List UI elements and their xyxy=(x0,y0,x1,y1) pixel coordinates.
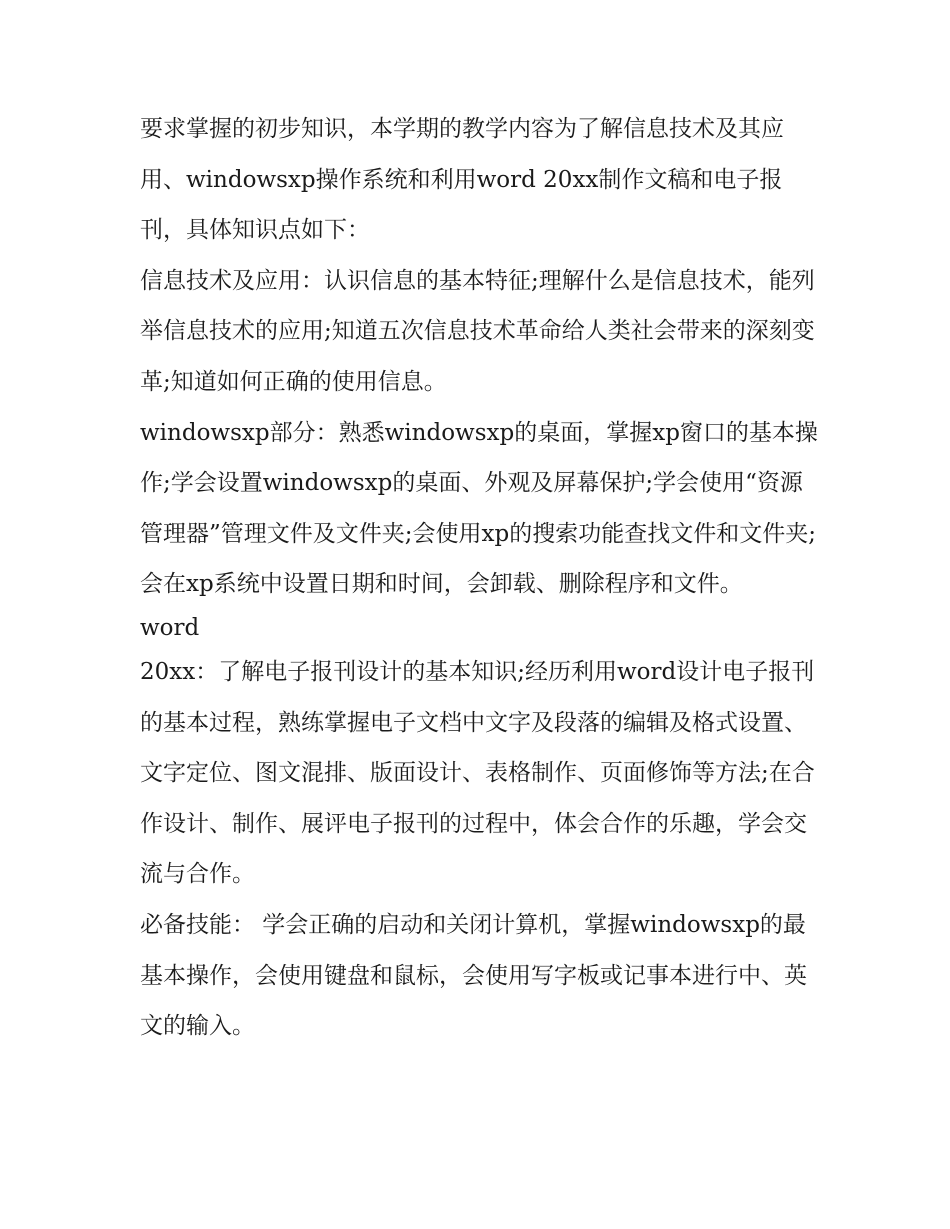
paragraph-skills: 必备技能： 学会正确的启动和关闭计算机，掌握windowsxp的最基本操作，会使用键盘和鼠标，会使用写字板或记事本进行中、英文的输入。 xyxy=(140,911,807,1040)
paragraph-word: 20xx：了解电子报刊设计的基本知识;经历利用word设计电子报刊的基本过程，熟练掌握电子文档中文字及段落的编辑及格式设置、文字定位、图文混排、版面设计、表格制作、页面修饰等方法;在合作设计、制作、展评电子报刊的过程中，体会合作的乐趣，学会交流与合作。 xyxy=(140,658,815,888)
paragraph-info-tech: 信息技术及应用：认识信息的基本特征;理解什么是信息技术，能列举信息技术的应用;知道五次信息技术革命给人类社会带来的深刻变革;知道如何正确的使用信息。 xyxy=(140,267,815,395)
paragraph-intro: 要求掌握的初步知识，本学期的教学内容为了解信息技术及其应用、windowsxp操作系统和利用word 20xx制作文稿和电子报刊，具体知识点如下： xyxy=(140,116,784,244)
paragraph-windowsxp: windowsxp部分：熟悉windowsxp的桌面，掌握xp窗口的基本操作;学会设置windowsxp的桌面、外观及屏幕保护;学会使用“资源管理器”管理文件及文件夹;会使用xp的搜索功能查找文件和文件夹;会在xp系统中设置日期和时间，会卸载、删除程序和文件。 xyxy=(140,419,818,598)
document-body xyxy=(140,104,820,1052)
paragraph-word-heading: word xyxy=(140,614,200,641)
